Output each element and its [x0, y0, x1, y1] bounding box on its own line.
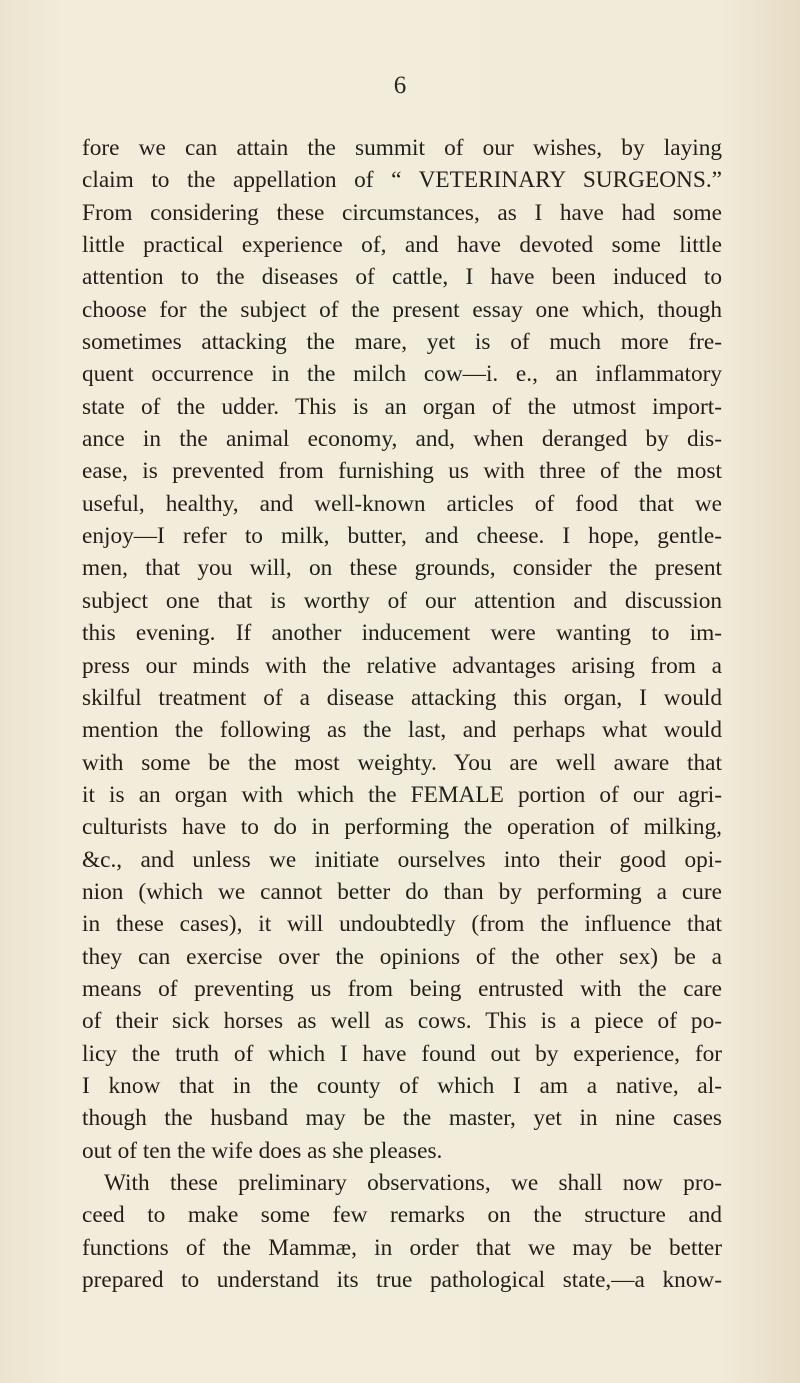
- text-line: claim to the appellation of “ VETERINARY SURGEONS.”: [82, 167, 722, 194]
- text-line: they can exercise over the opinions of the other sex) be a: [82, 943, 722, 970]
- text-line: enjoy—I refer to milk, butter, and cheese. I hope, gentle-: [82, 523, 722, 550]
- text-line: subject one that is worthy of our attention and discussion: [82, 587, 722, 614]
- body-text: [82, 132, 722, 1296]
- text-line: prepared to understand its true pathological state,—a know-: [82, 1267, 722, 1294]
- text-line: this evening. If another inducement were wanting to im-: [82, 620, 722, 647]
- text-line: men, that you will, on these grounds, consider the present: [82, 555, 722, 582]
- text-line: fore we can attain the summit of our wishes, by laying: [82, 135, 722, 161]
- text-line: nion (which we cannot better do than by performing a cure: [82, 878, 722, 905]
- paragraph-end-line: out of ten the wife does as she pleases.: [82, 1137, 443, 1164]
- text-line: it is an organ with which the FEMALE portion of our agri-: [82, 781, 722, 808]
- text-line: ease, is prevented from furnishing us with three of the most: [82, 458, 722, 485]
- paragraph-start-line: With these preliminary observations, we shall now pro-: [104, 1170, 722, 1196]
- text-line: skilful treatment of a disease attacking this organ, I would: [82, 684, 722, 711]
- text-line: in these cases), it will undoubtedly (from the influence that: [82, 911, 722, 938]
- text-line: means of preventing us from being entrusted with the care: [82, 975, 722, 1002]
- text-line: ceed to make some few remarks on the structure and: [82, 1202, 722, 1229]
- text-line: licy the truth of which I have found out by experience, for: [82, 1040, 722, 1067]
- text-line: useful, healthy, and well-known articles of food that we: [82, 490, 722, 517]
- text-line: culturists have to do in performing the operation of milking,: [82, 814, 722, 841]
- text-line: of their sick horses as well as cows. This is a piece of po-: [82, 1008, 722, 1035]
- text-line: I know that in the county of which I am a native, al-: [82, 1072, 722, 1099]
- text-line: mention the following as the last, and perhaps what would: [82, 717, 722, 744]
- text-line: functions of the Mammæ, in order that we may be better: [82, 1234, 722, 1261]
- text-line: ance in the animal economy, and, when deranged by dis-: [82, 426, 722, 453]
- text-line: press our minds with the relative advantages arising from a: [82, 652, 722, 679]
- text-line: attention to the diseases of cattle, I have been induced to: [82, 264, 722, 291]
- text-line: little practical experience of, and have devoted some little: [82, 232, 722, 259]
- text-line: From considering these circumstances, as I have had some: [82, 199, 722, 226]
- text-line: &c., and unless we initiate ourselves into their good opi-: [82, 846, 722, 873]
- text-line: sometimes attacking the mare, yet is of much more fre-: [82, 329, 722, 356]
- text-line: though the husband may be the master, yet in nine cases: [82, 1105, 722, 1132]
- text-line: state of the udder. This is an organ of the utmost import-: [82, 393, 722, 420]
- text-line: quent occurrence in the milch cow—i. e., an inflammatory: [82, 361, 722, 388]
- text-line: with some be the most weighty. You are well aware that: [82, 749, 722, 776]
- text-line: choose for the subject of the present essay one which, though: [82, 296, 722, 323]
- page-number: 6: [393, 72, 407, 99]
